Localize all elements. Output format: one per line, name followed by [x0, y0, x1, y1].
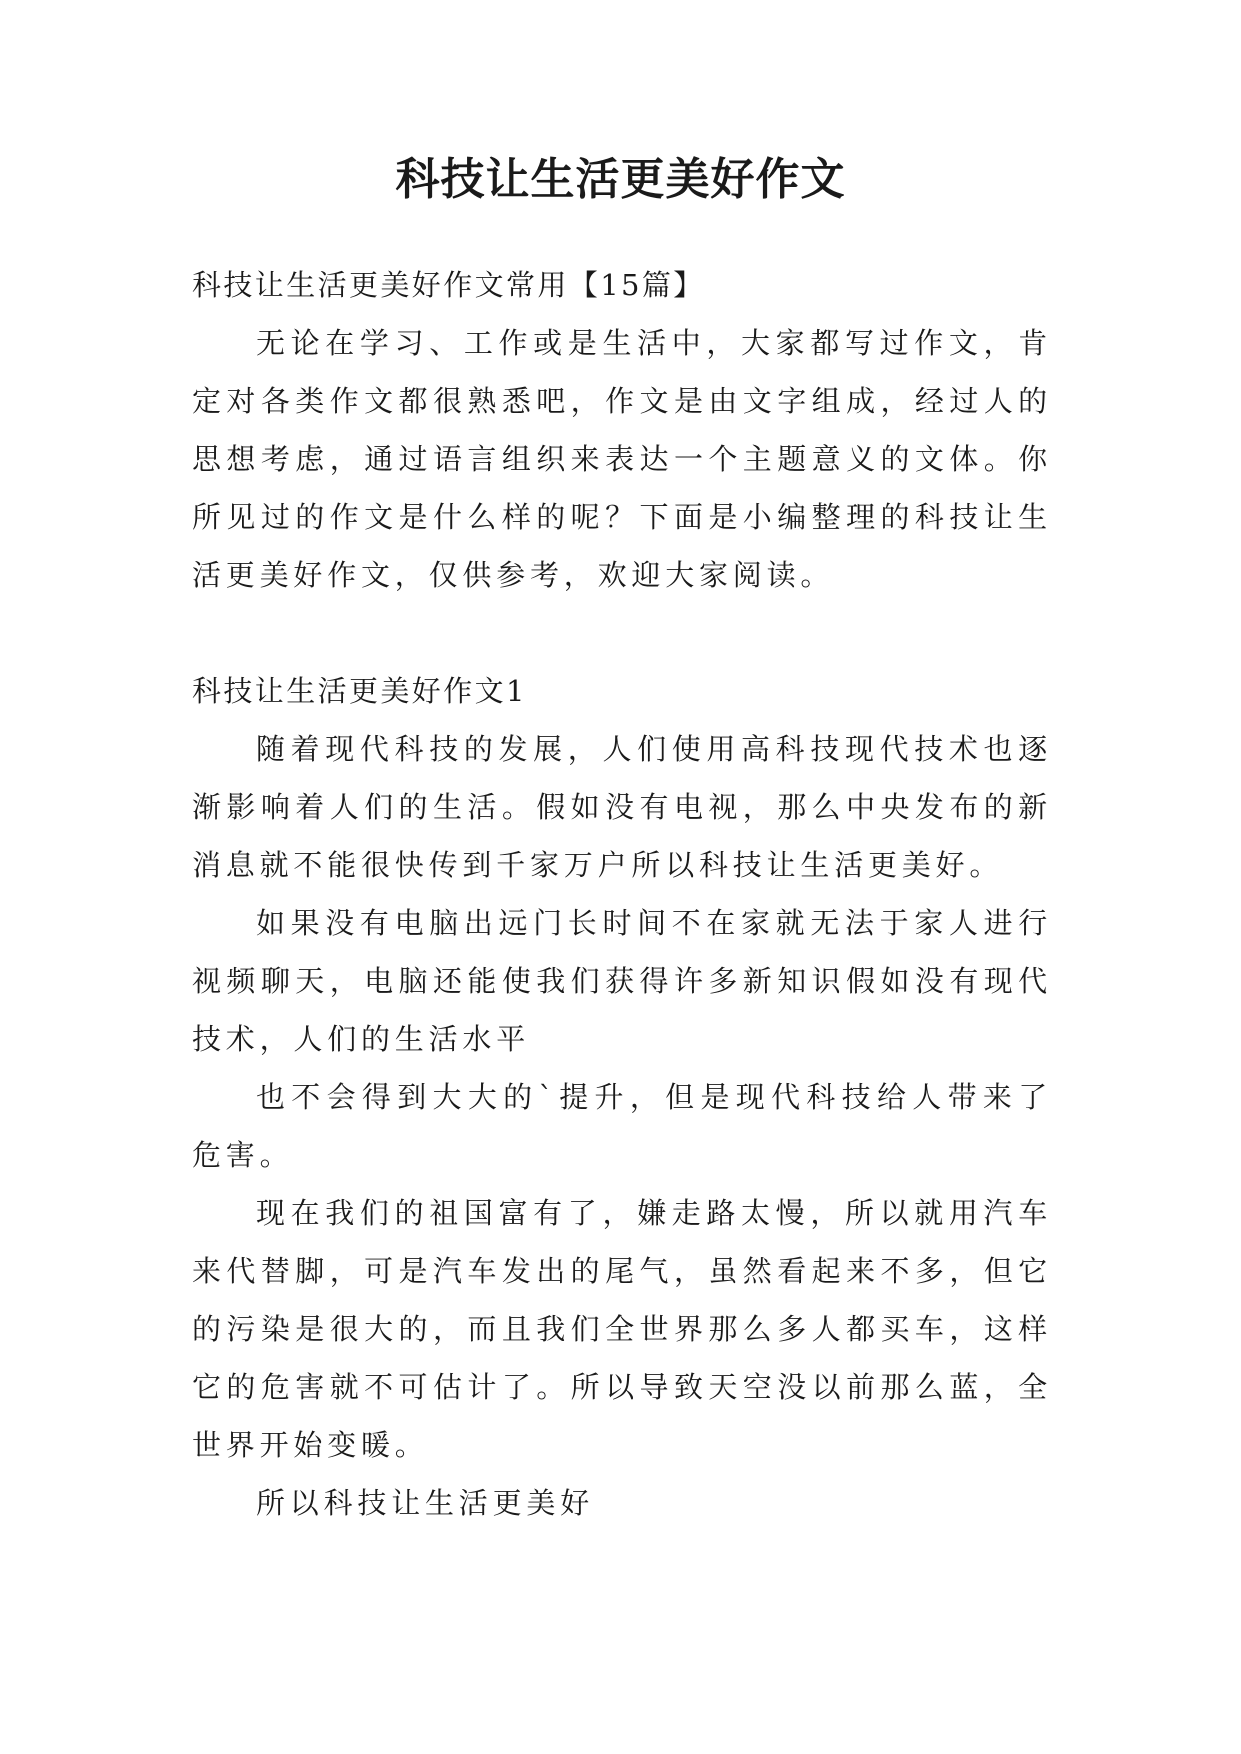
section-heading: 科技让生活更美好作文1 — [192, 674, 527, 708]
document-subtitle: 科技让生活更美好作文常用【15篇】 — [192, 268, 705, 302]
body-paragraph: 现在我们的祖国富有了，嫌走路太慢，所以就用汽车来代替脚，可是汽车发出的尾气，虽然看起来不多，但它的污染是很大的，而且我们全世界那么多人都买车，这样它的危害就不可估计了。所以导致天空没以前那么蓝，全世界开始变暖。 — [192, 1196, 1052, 1462]
document-body — [192, 256, 1052, 1532]
body-paragraph: 所以科技让生活更美好 — [256, 1486, 595, 1520]
body-paragraph: 也不会得到大大的`提升，但是现代科技给人带来了危害。 — [192, 1080, 1052, 1172]
body-paragraph: 如果没有电脑出远门长时间不在家就无法于家人进行视频聊天，电脑还能使我们获得许多新知识假如没有现代技术，人们的生活水平 — [192, 906, 1052, 1056]
document-title: 科技让生活更美好作文 — [395, 154, 846, 205]
body-paragraph: 随着现代科技的发展，人们使用高科技现代技术也逐渐影响着人们的生活。假如没有电视，那么中央发布的新消息就不能很快传到千家万户所以科技让生活更美好。 — [192, 732, 1052, 882]
intro-paragraph: 无论在学习、工作或是生活中，大家都写过作文，肯定对各类作文都很熟悉吧，作文是由文字组成，经过人的思想考虑，通过语言组织来表达一个主题意义的文体。你所见过的作文是什么样的呢？下面是小编整理的科技让生活更美好作文，仅供参考，欢迎大家阅读。 — [192, 326, 1052, 592]
